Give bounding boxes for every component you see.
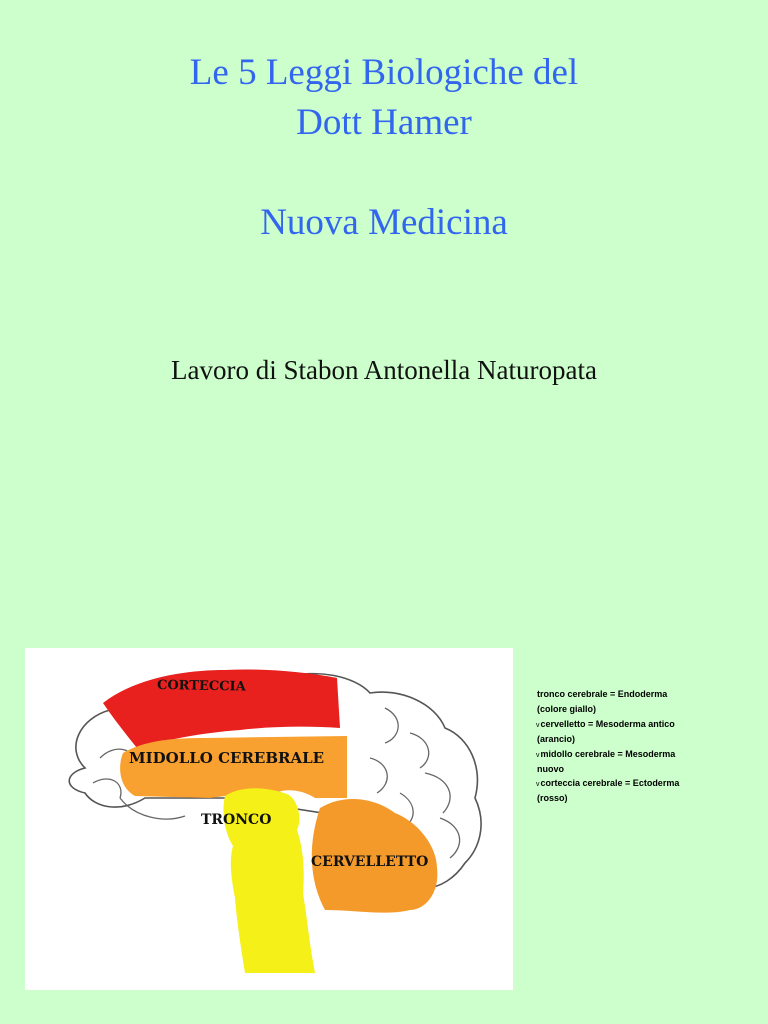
legend-text: (arancio)	[537, 733, 576, 744]
legend-line	[536, 733, 736, 748]
title-line-1: Le 5 Leggi Biologiche del	[189, 52, 579, 93]
subtitle: Nuova Medicina	[260, 202, 508, 243]
legend-text: (rosso)	[537, 793, 568, 804]
midollo-region	[120, 736, 347, 798]
legend-text: cervelletto = Mesoderma antico	[540, 718, 675, 729]
legend-bullet: v	[536, 781, 540, 789]
legend-line	[536, 703, 736, 718]
legend-text: nuovo	[537, 763, 564, 774]
legend-line	[536, 748, 736, 763]
author-line: Lavoro di Stabon Antonella Naturopata	[171, 355, 597, 385]
legend-text: (colore giallo)	[537, 703, 597, 714]
legend-line	[536, 718, 736, 733]
title-line-2: Dott Hamer	[296, 102, 472, 143]
label-midollo: MIDOLLO CEREBRALE	[129, 749, 325, 767]
label-corteccia: CORTECCIA	[156, 677, 246, 695]
legend-text: midollo cerebrale = Mesoderma	[540, 748, 676, 759]
legend	[536, 688, 736, 807]
legend-line	[536, 777, 736, 792]
legend-text: corteccia cerebrale = Ectoderma	[540, 778, 680, 789]
legend-line	[536, 688, 736, 703]
legend-bullet: v	[536, 751, 540, 759]
label-cervelletto: CERVELLETTO	[311, 854, 429, 870]
brain-diagram	[25, 648, 513, 990]
label-tronco: TRONCO	[201, 812, 272, 828]
legend-line	[536, 792, 736, 807]
brain-diagram-svg	[25, 648, 513, 990]
legend-bullet: v	[536, 721, 540, 729]
legend-line	[536, 763, 736, 778]
legend-text: tronco cerebrale = Endoderma	[537, 689, 668, 699]
